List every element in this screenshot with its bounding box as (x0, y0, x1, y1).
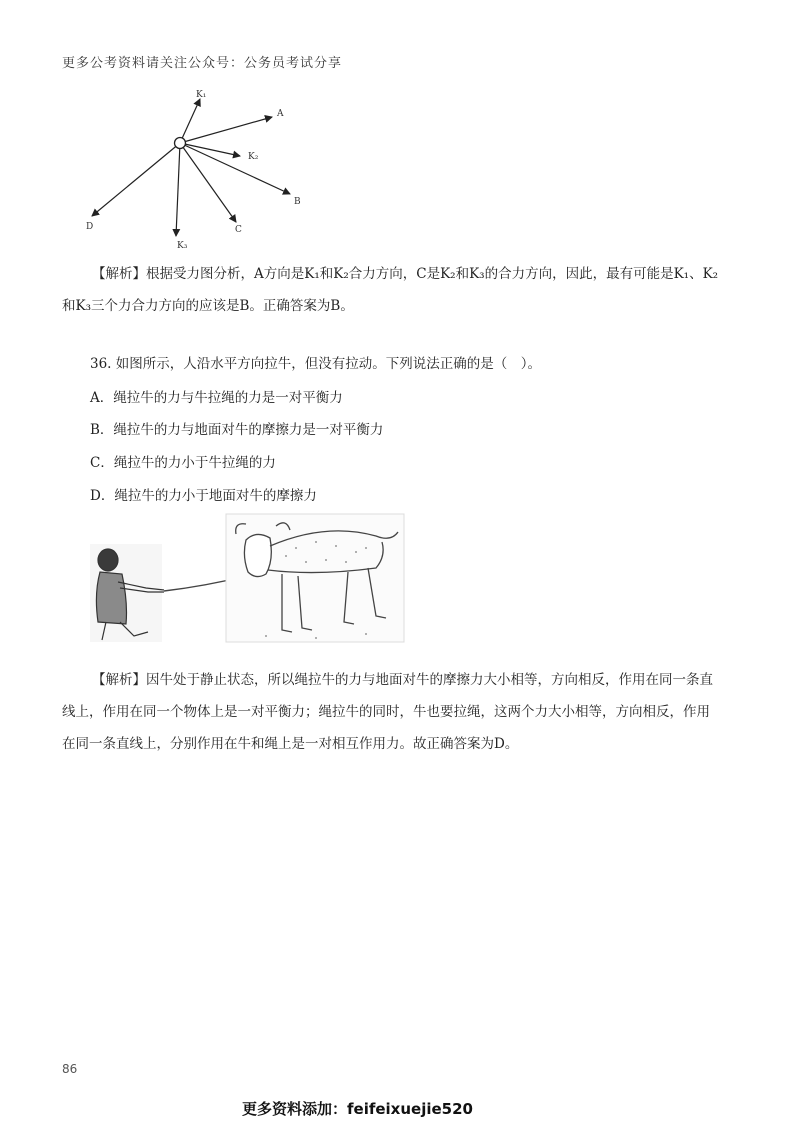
header-note: 更多公考资料请关注公众号：公务员考试分享 (62, 56, 343, 71)
label-a: A (277, 109, 284, 119)
arrow-k2 (180, 143, 240, 156)
force-origin (175, 138, 186, 149)
option-b: B．绳拉牛的力与地面对牛的摩擦力是一对平衡力 (90, 422, 384, 438)
option-a: A．绳拉牛的力与牛拉绳的力是一对平衡力 (90, 390, 343, 406)
force-diagram (80, 86, 320, 256)
footer-note: 更多资料添加：feifeixuejie520 (242, 1100, 473, 1118)
label-k2: K₂ (248, 152, 259, 162)
arrow-k1 (180, 99, 200, 143)
option-d: D．绳拉牛的力小于地面对牛的摩擦力 (90, 488, 317, 504)
analysis-paragraph-2: 【解析】因牛处于静止状态，所以绳拉牛的力与地面对牛的摩擦力大小相等，方向相反，作用在同一条直线上，作用在同一个物体上是一对平衡力；绳拉牛的同时，牛也要拉绳，这两个力大小相等，方向相反，作用在同一条直线上，分别作用在牛和绳上是一对相互作用力。故正确答案为D。 (62, 672, 713, 752)
arrow-c (180, 143, 236, 222)
arrow-d (92, 143, 180, 216)
arrow-b (180, 143, 290, 194)
label-k1: K₁ (196, 90, 207, 100)
person-pulling-cow-illustration (86, 512, 406, 644)
label-d: D (86, 222, 94, 232)
option-c: C．绳拉牛的力小于牛拉绳的力 (90, 455, 276, 471)
arrow-a (180, 117, 272, 143)
label-k3: K₃ (177, 241, 188, 251)
analysis-paragraph-1: 【解析】根据受力图分析，A方向是K₁和K₂合力方向，C是K₂和K₃的合力方向，因此，最有可能是K₁、K₂和K₃三个力合力方向的应该是B。正确答案为B。 (62, 266, 719, 314)
page-number: 86 (62, 1062, 78, 1076)
label-c: C (235, 225, 242, 235)
question-stem: 36. 如图所示，人沿水平方向拉牛，但没有拉动。下列说法正确的是（ ）。 (90, 356, 542, 372)
label-b: B (294, 197, 301, 207)
arrow-k3 (176, 143, 180, 236)
